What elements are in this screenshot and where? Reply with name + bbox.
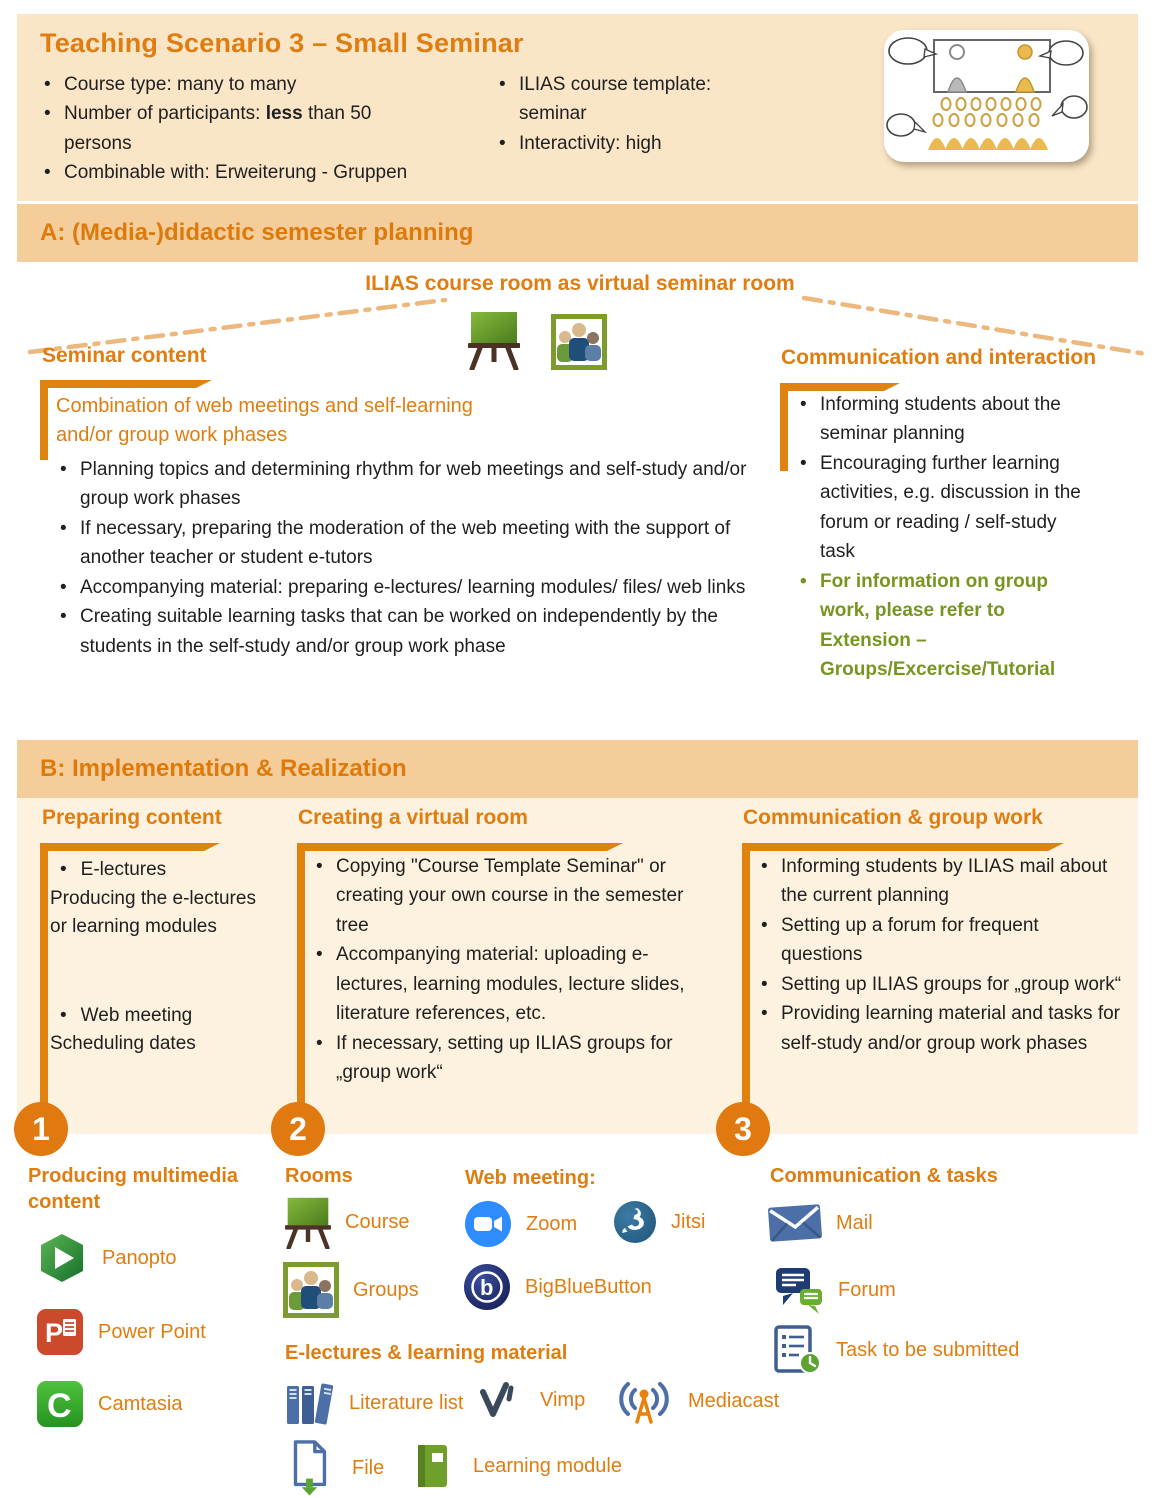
producing-multimedia-heading: Producing multimedia content (28, 1165, 239, 1213)
seminar-content-bullets (56, 455, 768, 661)
many-to-many-illustration (884, 30, 1089, 162)
communication-interaction-heading: Communication and interaction (781, 346, 1097, 369)
header-bullets-right (495, 70, 735, 158)
list-item: • Providing learning material and tasks for self-study and/or group work phases (757, 999, 1123, 1058)
step-1-badge: 1 (14, 1102, 68, 1156)
list-item: • Combinable with: Erweiterung - Gruppen (40, 158, 440, 187)
list-item: • If necessary, preparing the moderation of the web meeting with the support of another teacher or student e-tutors (56, 514, 768, 573)
list-item: • Interactivity: high (495, 129, 735, 158)
group-work-note: • For information on group work, please refer to Extension – Groups/Excercise/Tutorial (796, 567, 1096, 685)
seminar-content-subheading: Combination of web meetings and self-learning and/or group work phases (56, 395, 473, 446)
legend-label: Course (345, 1211, 410, 1233)
list-item: • Informing students by ILIAS mail about the current planning (757, 852, 1123, 911)
electures-material-heading: E-lectures & learning material (285, 1342, 568, 1364)
list-item: • Creating suitable learning tasks that can be worked on independently by the students in the self-study and/or group work phase (56, 602, 768, 661)
legend-label: Power Point (98, 1320, 206, 1343)
legend-label: Camtasia (98, 1392, 183, 1415)
bracket (780, 383, 788, 471)
bracket (40, 843, 48, 1108)
rooms-heading: Rooms (285, 1165, 353, 1187)
powerpoint-icon (36, 1308, 84, 1356)
list-item: • Planning topics and determining rhythm for web meetings and self-study and/or group work phases (56, 455, 768, 514)
mail-icon (767, 1201, 824, 1245)
web-meeting-heading: Web meeting: (465, 1167, 596, 1189)
legend-item-forum (774, 1265, 896, 1315)
header-panel (17, 14, 1138, 201)
legend-item-mediacast (618, 1378, 779, 1424)
bracket (742, 843, 1064, 851)
legend-label: Zoom (526, 1212, 578, 1235)
list-item: • Setting up a forum for frequent questions (757, 911, 1123, 970)
groups-icon (283, 1262, 339, 1318)
bracket (40, 380, 212, 388)
bracket (297, 843, 623, 851)
section-b-title: B: Implementation & Realization (40, 755, 407, 782)
panopto-icon (36, 1232, 88, 1284)
zoom-icon (464, 1200, 512, 1248)
legend-label: File (352, 1456, 385, 1479)
course-board-icon (468, 310, 520, 370)
list-item: • Accompanying material: preparing e-lectures/ learning modules/ files/ web links (56, 573, 768, 602)
legend-label: Literature list (349, 1391, 464, 1414)
step-3-badge: 3 (716, 1102, 770, 1156)
literature-list-icon (285, 1380, 335, 1426)
creating-virtual-room-bullets (312, 852, 712, 1088)
header-bullets-left (40, 70, 440, 188)
legend-item-powerpoint (36, 1308, 206, 1356)
list-item: • ILIAS course template: seminar (495, 70, 735, 129)
seminar-sketch-icon (884, 30, 1089, 162)
bracket (297, 843, 305, 1108)
course-board-icon (285, 1196, 331, 1249)
legend-item-bigbluebutton (463, 1263, 652, 1311)
legend-item-groups (283, 1262, 419, 1318)
legend-item-mail (768, 1203, 873, 1243)
communication-tasks-heading: Communication & tasks (770, 1165, 998, 1187)
legend-item-jitsi (613, 1200, 705, 1244)
communication-group-work-heading: Communication & group work (743, 806, 1043, 829)
legend-item-panopto (36, 1232, 177, 1284)
list-item: • E-lectures Producing the e-lectures or learning modules (50, 859, 256, 937)
seminar-content-heading: Seminar content (42, 344, 207, 367)
page-title: Teaching Scenario 3 – Small Seminar (40, 28, 524, 58)
bigbluebutton-icon (463, 1263, 511, 1311)
communication-interaction-bullets (796, 390, 1096, 684)
legend-label: Mail (836, 1211, 873, 1234)
legend-item-literature-list (285, 1380, 464, 1426)
list-item: • Course type: many to many (40, 70, 440, 99)
legend-item-task (774, 1325, 1019, 1375)
section-a-title: A: (Media-)didactic semester planning (40, 219, 474, 246)
forum-icon (774, 1265, 824, 1315)
svg-text:C: C (47, 1387, 72, 1425)
list-item: • Encouraging further learning activities, e.g. discussion in the forum or reading / self-study task (796, 449, 1096, 567)
list-item: • Informing students about the seminar planning (796, 390, 1096, 449)
virtual-room-label: ILIAS course room as virtual seminar room (365, 272, 795, 295)
jitsi-icon (613, 1200, 657, 1244)
vimp-icon (480, 1382, 520, 1418)
legend-label: BigBlueButton (525, 1275, 652, 1298)
legend-label: Mediacast (688, 1389, 780, 1412)
legend-item-vimp (480, 1382, 585, 1418)
list-item: • If necessary, setting up ILIAS groups for „group work“ (312, 1029, 712, 1088)
groups-icon (551, 314, 607, 370)
legend-label: Jitsi (671, 1210, 706, 1233)
legend-item-learning-module (415, 1444, 622, 1488)
legend-item-camtasia (36, 1380, 182, 1428)
legend-label: Panopto (102, 1246, 177, 1269)
preparing-content-items (50, 856, 262, 1063)
communication-group-work-bullets (757, 852, 1123, 1058)
list-item: • Copying "Course Template Seminar" or creating your own course in the semester tree (312, 852, 712, 940)
svg-text:b: b (480, 1275, 494, 1300)
list-item: • Web meeting Scheduling dates (50, 1004, 196, 1054)
legend-label: Learning module (473, 1454, 622, 1477)
bracket (40, 843, 220, 851)
legend-label: Vimp (540, 1388, 586, 1411)
legend-item-zoom (464, 1200, 577, 1248)
legend-item-course (285, 1196, 409, 1249)
mediacast-icon (618, 1378, 670, 1424)
bracket (742, 843, 750, 1108)
camtasia-icon (36, 1380, 84, 1428)
creating-virtual-room-heading: Creating a virtual room (298, 806, 528, 829)
legend-label: Groups (353, 1278, 419, 1301)
step-2-badge: 2 (271, 1102, 325, 1156)
svg-text:P: P (45, 1318, 64, 1348)
legend-label: Forum (838, 1278, 896, 1301)
preparing-content-heading: Preparing content (42, 806, 222, 829)
learning-module-icon (415, 1444, 449, 1488)
list-item: • Number of participants: less than 50 persons (40, 99, 440, 158)
section-a-band (17, 204, 1138, 262)
file-icon (288, 1440, 330, 1496)
task-icon (774, 1325, 822, 1375)
legend-label: Task to be submitted (836, 1338, 1020, 1361)
section-b-band (17, 740, 1138, 798)
list-item: • Accompanying material: uploading e-lectures, learning modules, lecture slides, literature references, etc. (312, 940, 712, 1028)
list-item: • Setting up ILIAS groups for „group work“ (757, 970, 1123, 999)
legend-item-file (288, 1440, 384, 1496)
bracket (40, 380, 48, 460)
